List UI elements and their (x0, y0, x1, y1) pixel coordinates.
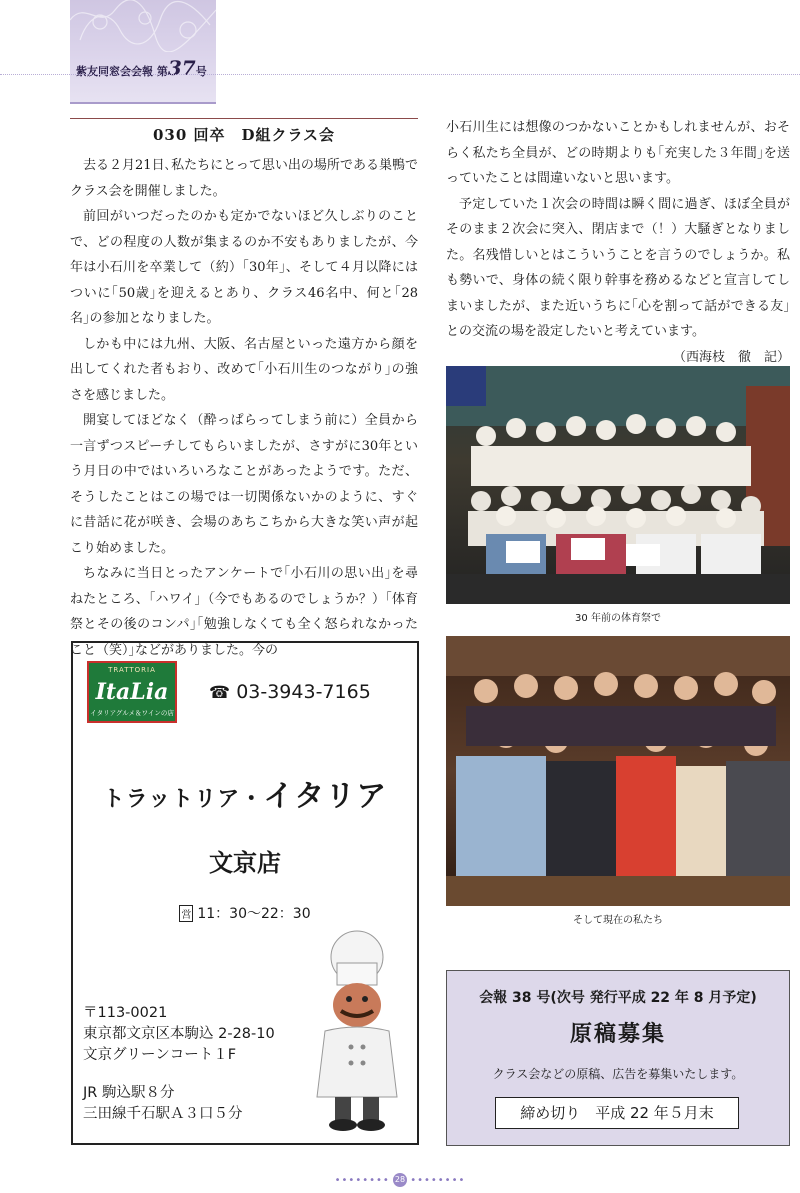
article-paragraph-continuation: 小石川生には想像のつかないことかもしれませんが、おそらく私たち全員が、どの時期よりも｢充実した３年間｣を送っていたことは間違いないと思います。 (446, 120, 790, 186)
newsletter-header-tab (70, 0, 216, 104)
article-signature: （西海枝 徹 記） (672, 349, 790, 365)
notice-body: クラス会などの原稿、広告を募集いたします。 (492, 1067, 744, 1081)
phone-number: 03-3943-7165 (236, 681, 371, 703)
access-line-2: 三田線千石駅Ａ３口５分 (83, 1106, 243, 1122)
photo-sports-festival (446, 366, 790, 604)
article-paragraph: ちなみに当日とったアンケートで｢小石川の思い出｣を尋ねたところ、｢ハワイ｣（今でもあるのでしょうか？）｢体育祭とその後のコンパ｣｢勉強しなくても全く怒られなかったこと（笑）｣などがありました。今の (70, 566, 418, 658)
address-line-2: 文京グリーンコート１F (83, 1047, 237, 1063)
page-number-footer (0, 1173, 800, 1187)
access-line-1: JR 駒込駅８分 (83, 1085, 175, 1101)
issue-suffix: 号 (195, 65, 207, 78)
group-photo-image-icon (446, 366, 790, 604)
article-paragraph: しかも中には九州、大阪、名古屋といった遠方から顔を出してくれた者もおり、改めて｢小石川生のつながり｣の強さを感じました。 (70, 336, 418, 403)
issue-number: 37 (167, 56, 196, 80)
notice-deadline: 締め切り 平成 22 年５月末 (495, 1097, 739, 1129)
restaurant-address (83, 1003, 275, 1066)
logo-small-text: TRATTORIA (108, 666, 156, 674)
italia-logo (87, 661, 177, 723)
restaurant-name-part1: トラットリア・ (102, 787, 264, 812)
address-line-1: 東京都文京区本駒込 2-28-10 (83, 1026, 275, 1042)
dotted-ornament-left: •••••••• (334, 1175, 390, 1186)
article-paragraph: 予定していた１次会の時間は瞬く間に過ぎ、ほぼ全員がそのまま２次会に突入、閉店まで（！）大騒ぎとなりました。名残惜しいとはこういうことを言うのでしょうか。私も勢いで、身体の続く限り幹事を務めるなどと宣言してしまいましたが、また近いうちに｢心を割って話ができる友｣との交流の場を設定したいと考えています。 (446, 196, 790, 339)
newsletter-title (76, 56, 207, 80)
photo-current-members (446, 636, 790, 906)
article-paragraph: 開宴してほどなく（酔っぱらってしまう前に）全員から一言ずつスピーチしてもらいましたが、さすがに30年という月日の中ではいろいろなことがあったようです。ただ、そうしたことはこの場では一切関係ないかのように、すぐに昔話に花が咲き、会場のあちこちから大きな笑い声が起こり始めました。 (70, 413, 418, 556)
dotted-ornament-right: •••••••• (410, 1175, 466, 1186)
postal-code: 〒113-0021 (83, 1005, 168, 1021)
header-dotted-line (0, 74, 800, 75)
notice-next-issue: 会報 38 号(次号 発行平成 22 年 8 月予定) (479, 990, 757, 1006)
newsletter-name: 紫友同窓会会報 (76, 65, 153, 78)
article-column-1 (70, 153, 418, 663)
hours-text: 11：30〜22：30 (197, 906, 311, 922)
logo-sub-text: イタリアグルメ＆ワインの店 (90, 709, 174, 717)
article-title-rule (70, 118, 418, 119)
issue-prefix: 第 (156, 65, 168, 78)
opening-hours (73, 903, 417, 923)
article-column-2 (446, 115, 790, 370)
article-title: 030 回卒 D組クラス会 (152, 126, 336, 144)
telephone-icon: ☎ (209, 683, 231, 703)
restaurant-branch: 文京店 (209, 849, 281, 877)
page-number: 28 (393, 1173, 407, 1187)
restaurant-name (73, 771, 417, 815)
article-paragraph: 前回がいつだったのかも定かでないほど久しぶりのことで、どの程度の人数が集まるのか不安もありましたが、今年は小石川を卒業して（約）｢30年｣、そして４月以降にはついに｢50歳｣を迎えるとあり、クラス46名中、何と｢28名｣の参加となりました。 (70, 209, 418, 326)
logo-main-text: ItaLia (95, 679, 169, 705)
floral-pattern-icon (70, 0, 216, 52)
chef-illustration-icon (301, 927, 413, 1135)
restaurant-name-part2: イタリア (263, 779, 388, 814)
ad-phone (209, 681, 371, 703)
manuscript-call-notice (446, 970, 790, 1146)
photo-caption-1: 30 年前の体育祭で (575, 613, 661, 624)
notice-headline: 原稿募集 (569, 1022, 666, 1047)
article-paragraph: 去る２月21日､私たちにとって思い出の場所である巣鴨でクラス会を開催しました。 (70, 158, 418, 199)
business-hours-badge: 営 (179, 905, 193, 922)
group-photo-image-icon (446, 636, 790, 906)
photo-caption-2: そして現在の私たち (573, 915, 663, 926)
restaurant-advertisement (71, 641, 419, 1145)
restaurant-access (83, 1083, 243, 1125)
